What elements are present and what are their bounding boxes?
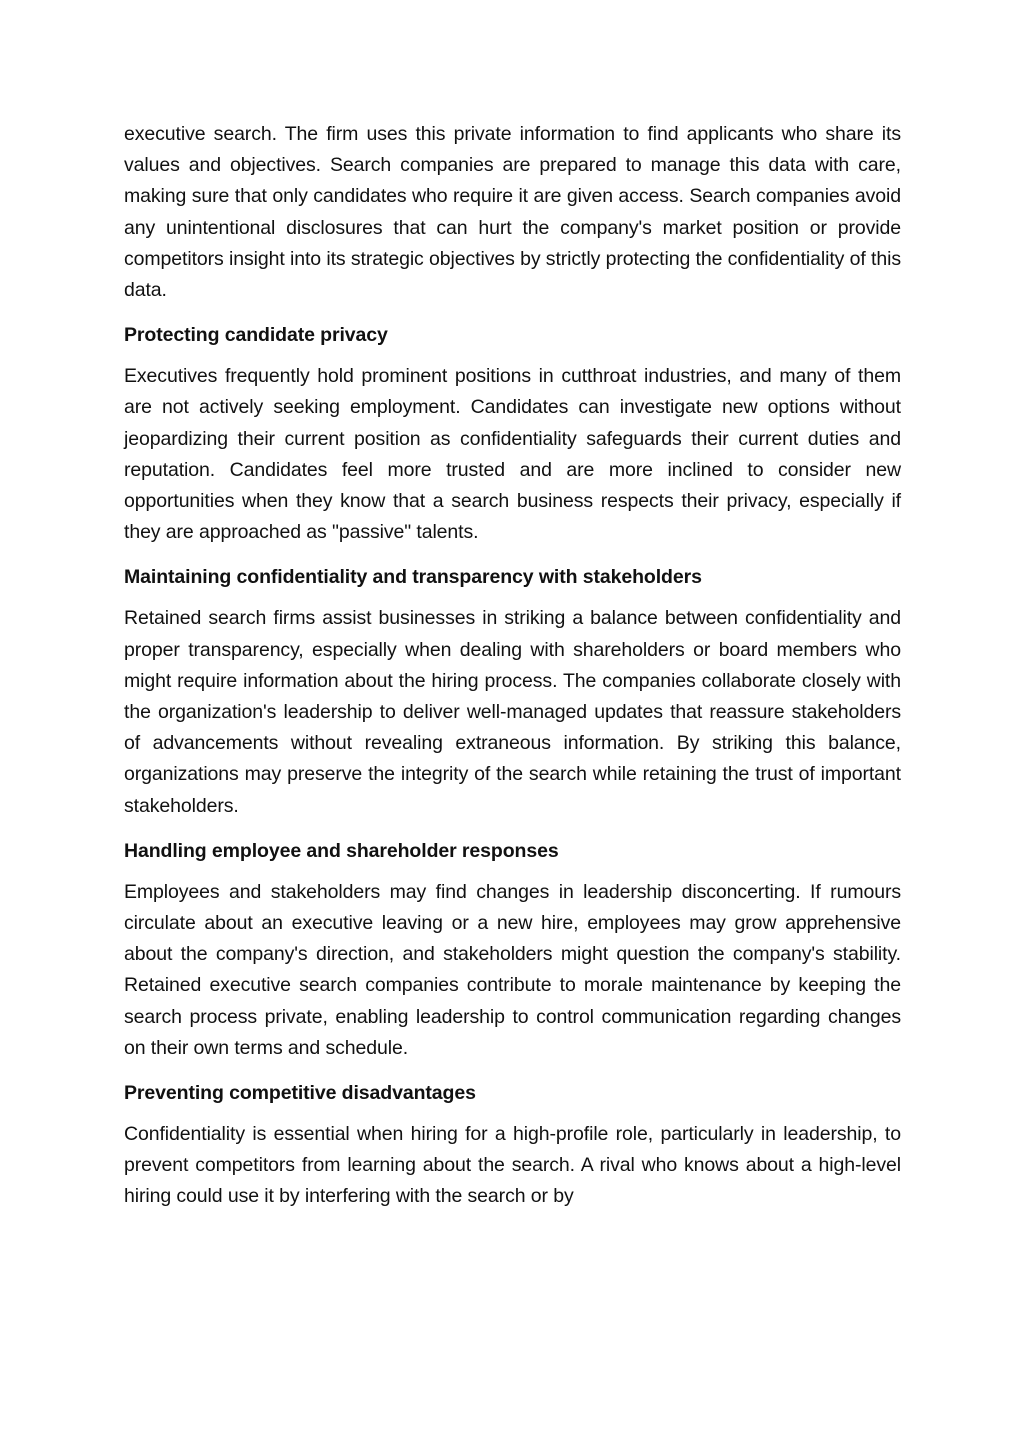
section-body-employee-responses: Employees and stakeholders may find changes in leadership disconcerting. If rumours circulate about an executive leaving or a new hire, employees may grow apprehensive about the company's direction, and stakeholders might question the company's stability. Retained executive search companies contribute to morale maintenance by keeping the search process private, enabling leadership to control communication regarding changes on their own terms and schedule. <box>124 880 901 1059</box>
section-heading-stakeholder-transparency: Maintaining confidentiality and transparency with stakeholders <box>124 566 702 589</box>
section-heading-employee-responses: Handling employee and shareholder responses <box>124 839 559 862</box>
document-page <box>124 119 901 1213</box>
section-heading-candidate-privacy: Protecting candidate privacy <box>124 324 388 347</box>
section-heading-competitive-disadvantages: Preventing competitive disadvantages <box>124 1082 476 1105</box>
section-body-candidate-privacy: Executives frequently hold prominent positions in cutthroat industries, and many of them are not actively seeking employment. Candidates can investigate new options without jeopardizing their current position as confidentiality safeguards their current duties and reputation. Candidates feel more trusted and are more inclined to consider new opportunities when they know that a search business respects their privacy, especially if they are approached as "passive" talents. <box>124 365 901 544</box>
intro-paragraph: executive search. The firm uses this private information to find applicants who share its values and objectives. Search companies are prepared to manage this data with care, making sure that only candidates who require it are given access. Search companies avoid any unintentional disclosures that can hurt the company's market position or provide competitors insight into its strategic objectives by strictly protecting the confidentiality of this data. <box>124 123 901 302</box>
section-body-competitive-disadvantages: Confidentiality is essential when hiring for a high-profile role, particularly in leadership, to prevent competitors from learning about the search. A rival who knows about a high-level hiring could use it by interfering with the search or by <box>124 1123 901 1208</box>
section-body-stakeholder-transparency: Retained search firms assist businesses in striking a balance between confidentiality and proper transparency, especially when dealing with shareholders or board members who might require information about the hiring process. The companies collaborate closely with the organization's leadership to deliver well-managed updates that reassure stakeholders of advancements without revealing extraneous information. By striking this balance, organizations may preserve the integrity of the search while retaining the trust of important stakeholders. <box>124 607 901 817</box>
